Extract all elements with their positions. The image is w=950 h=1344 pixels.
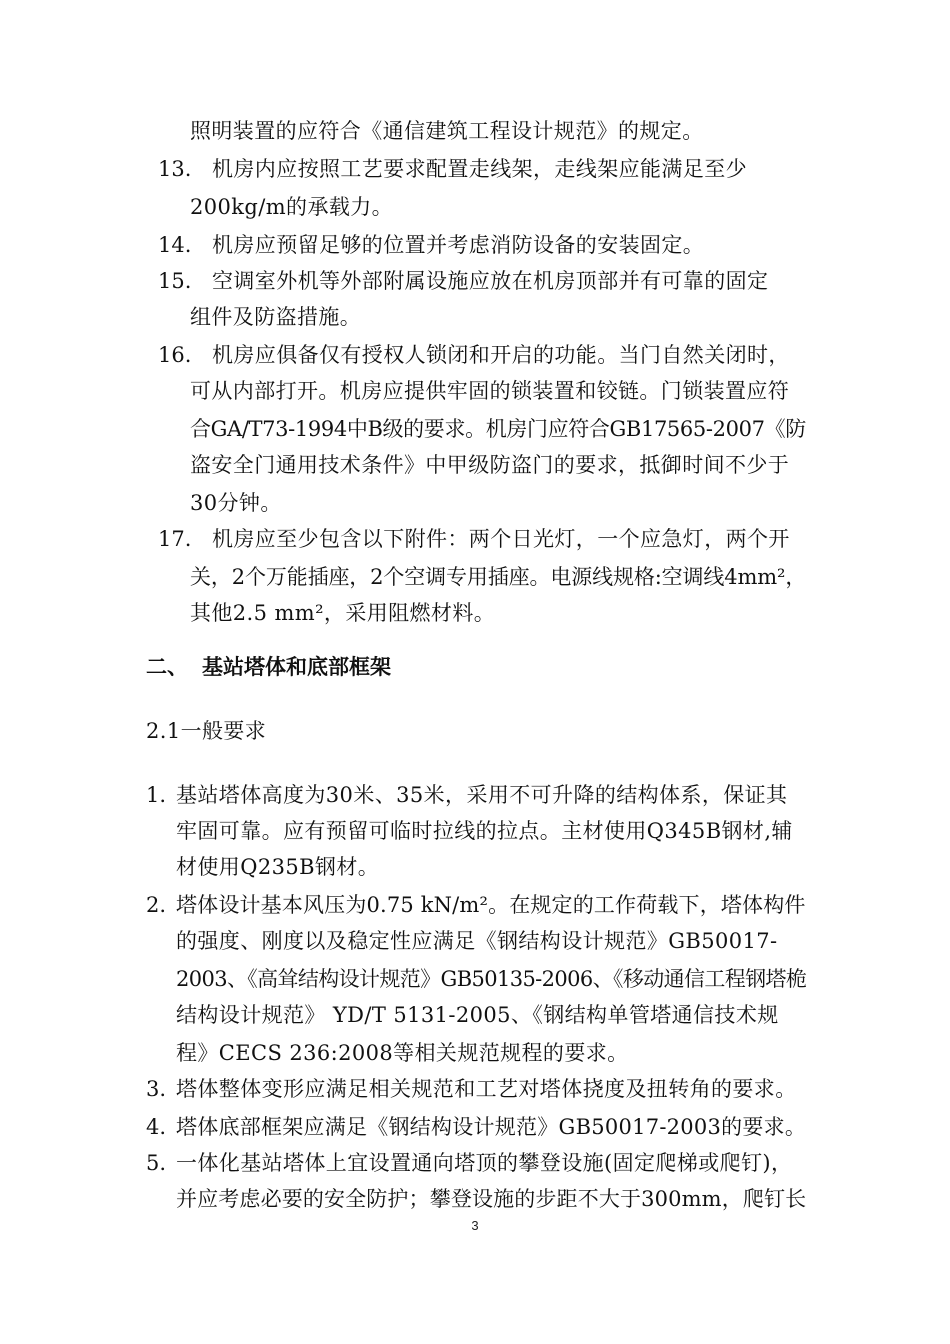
list-item-text: 塔体设计基本风压为0.75 kN/m²。在规定的工作荷载下，塔体构件 xyxy=(176,893,806,917)
section-number: 二、 xyxy=(146,655,188,679)
page-number: 3 xyxy=(471,1218,479,1233)
list-item-text: 组件及防盗措施。 xyxy=(190,305,362,329)
list-item-number: 13. xyxy=(158,157,192,181)
list-item-number: 1. xyxy=(146,783,167,807)
subsection-title: 2.1一般要求 xyxy=(146,719,267,743)
list-item-text: 塔体整体变形应满足相关规范和工艺对塔体挠度及扭转角的要求。 xyxy=(176,1077,797,1101)
list-item-text: 机房内应按照工艺要求配置走线架，走线架应能满足至少 xyxy=(212,157,747,181)
list-item-number: 2. xyxy=(146,893,167,917)
list-item-number: 4. xyxy=(146,1115,167,1139)
list-item-text: 盗安全门通用技术条件》中甲级防盗门的要求，抵御时间不少于 xyxy=(190,453,790,477)
list-item-number: 14. xyxy=(158,233,192,257)
list-item-text: 关，2个万能插座，2个空调专用插座。电源线规格:空调线4mm²， xyxy=(190,565,807,589)
list-item-text: 并应考虑必要的安全防护；攀登设施的步距不大于300mm，爬钉长 xyxy=(176,1187,807,1211)
list-item-text: 200kg/m的承载力。 xyxy=(190,195,394,219)
list-item-text: 空调室外机等外部附属设施应放在机房顶部并有可靠的固定 xyxy=(212,269,769,293)
list-item-text: 牢固可靠。应有预留可临时拉线的拉点。主材使用Q345B钢材,辅 xyxy=(176,819,793,843)
paragraph-continuation: 照明装置的应符合《通信建筑工程设计规范》的规定。 xyxy=(190,119,704,143)
list-item-text: 可从内部打开。机房应提供牢固的锁装置和铰链。门锁装置应符 xyxy=(190,379,790,403)
list-item-text: 机房应俱备仅有授权人锁闭和开启的功能。当门自然关闭时， xyxy=(212,343,790,367)
list-item-text: 其他2.5 mm²，采用阻燃材料。 xyxy=(190,601,496,625)
list-item-text: 机房应至少包含以下附件：两个日光灯，一个应急灯，两个开 xyxy=(212,527,790,551)
list-item-text: 一体化基站塔体上宜设置通向塔顶的攀登设施(固定爬梯或爬钉)， xyxy=(176,1151,793,1175)
list-item-text: 的强度、刚度以及稳定性应满足《钢结构设计规范》GB50017- xyxy=(176,929,778,953)
list-item-text: 合GA/T73-1994中B级的要求。机房门应符合GB17565-2007《防 xyxy=(190,417,806,441)
list-item-number: 17. xyxy=(158,527,192,551)
list-item-text: 基站塔体高度为30米、35米，采用不可升降的结构体系，保证其 xyxy=(176,783,788,807)
list-item-number: 15. xyxy=(158,269,192,293)
section-title: 基站塔体和底部框架 xyxy=(202,655,391,679)
list-item-number: 5. xyxy=(146,1151,167,1175)
list-item-text: 30分钟。 xyxy=(190,491,282,515)
list-item-text: 程》CECS 236:2008等相关规范规程的要求。 xyxy=(176,1041,629,1065)
list-item-number: 3. xyxy=(146,1077,167,1101)
list-item-text: 机房应预留足够的位置并考虑消防设备的安装固定。 xyxy=(212,233,705,257)
list-item-text: 塔体底部框架应满足《钢结构设计规范》GB50017-2003的要求。 xyxy=(176,1115,807,1139)
list-item-text: 结构设计规范》 YD/T 5131-2005、《钢结构单管塔通信技术规 xyxy=(176,1003,779,1027)
list-item-number: 16. xyxy=(158,343,192,367)
list-item-text: 2003、《高耸结构设计规范》GB50135-2006、《移动通信工程钢塔桅 xyxy=(176,967,807,991)
list-item-text: 材使用Q235B钢材。 xyxy=(176,855,380,879)
